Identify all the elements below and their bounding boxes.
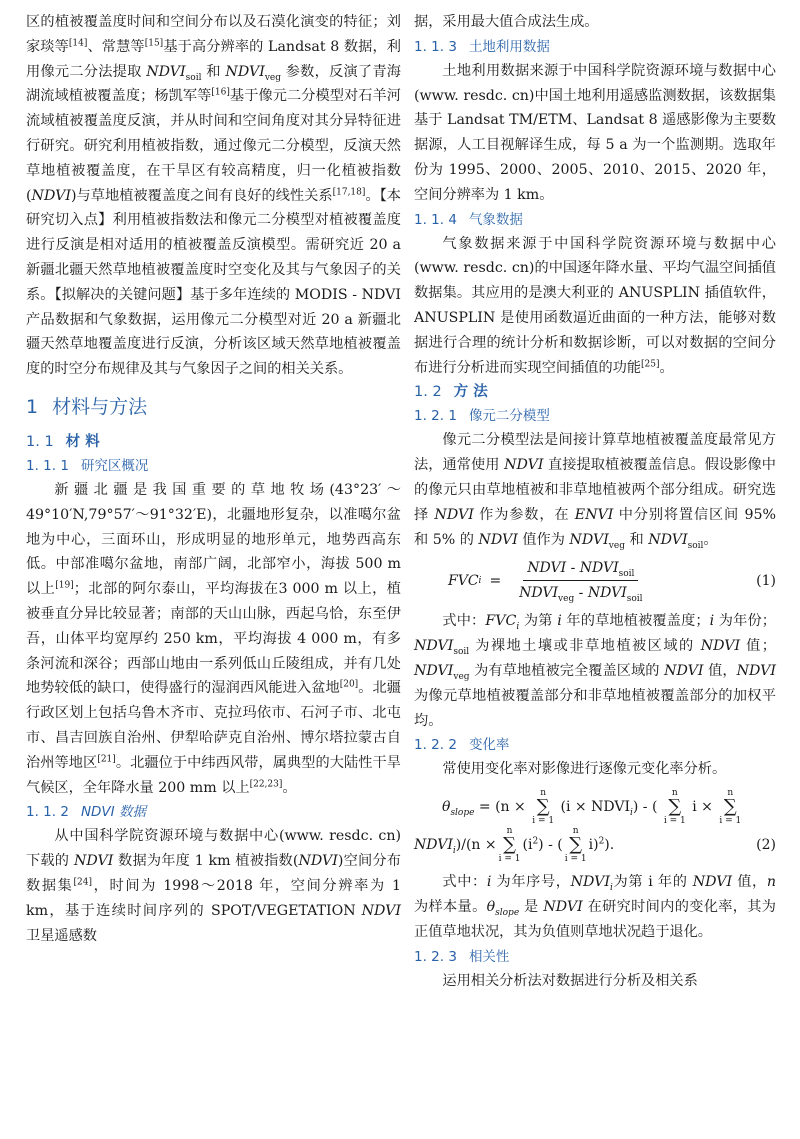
section-heading-1: 1 材料与方法 [26, 395, 148, 418]
paragraph-landuse-data: 土地利用数据来源于中国科学院资源环境与数据中心(www. resdc. cn)中国土地利用遥感监测数据，该数据集基于 Landsat TM/ETM、Landsat 8 遥感影像为主要数据源，人工目视解译生成，每 5 a 为一个监测期。选取年份为 1995、2000、2005、2010、2015、2020 年，空间分辨率为 1 km。 [414, 62, 776, 203]
paragraph-weather-data: 气象数据来源于中国科学院资源环境与数据中心(www. resdc. cn)的中国逐年降水量、平均气温空间插值数据集。其应用的是澳大利亚的 ANUSPLIN 插值软件，ANUSPLIN 是使用函数逼近曲面的一种方法，能够对数据进行合理的统计分析和数据诊断，可以对数据的空间分布进行分析进而实现空间插值的功能[25]。 [414, 235, 776, 376]
section-heading-1-2-3: 1. 2. 3 相关性 [414, 948, 510, 965]
right-column [414, 10, 776, 993]
equation-1: FVC i = $\frac{NDVI - NDVI_{soil}}{NDVI_{veg} - NDVI_{soil}}$ (1) [414, 556, 776, 605]
paragraph-ndvi-cont: 据，采用最大值合成法生成。 [414, 14, 599, 30]
sum-symbol: n ∑ i = 1 [663, 788, 686, 827]
left-column [26, 10, 401, 948]
paragraph-change-rate: 常使用变化率对影像进行逐像元变化率分析。 [442, 761, 727, 778]
paragraph-eq2-explanation: 式中：i 为年序号，$NDVI_i$为第 i 年的 NDVI 值，n 为样本量。$\theta_{slope}$ 是 NDVI 在研究时间内的变化率，其为正值草地状况，其为负值则草地状况趋于退化。 [414, 874, 776, 940]
section-heading-1-1-2: 1. 1. 2 NDVI 数据 [26, 804, 146, 821]
equation-1-fraction: $\frac{NDVI - NDVI_{soil}}{NDVI_{veg} - NDVI_{soil}}$ [515, 556, 646, 605]
equation-2: $\theta_{slope} = (n$ × n ∑ i = 1 $(i \times NDVI_i)$ - ( n ∑ i = 1 i × n ∑ i = 1 $NDVI_i)/(n$ × n ∑ i = 1 $(i^2)$ - ( n ∑ i = 1 i)$^2$). (2) [414, 788, 776, 865]
paragraph-intro: 区的植被覆盖度时间和空间分布以及石漠化演变的特征；刘家琰等[14]、常慧等[15]基于高分辨率的 Landsat 8 数据，利用像元二分法提取 $NDVI_{soil}$ 和 $NDVI_{veg}$ 参数，反演了青海湖流域植被覆盖度；杨凯军等[16]基于像元二分模型对石羊河流域植被覆盖度反演，并从时间和空间角度对其分异特征进行研究。研究利用植被指数，通过像元二分模型，反演天然草地植被覆盖度，在干旱区有较高精度，归一化植被指数(NDVI)与草地植被覆盖度之间有良好的线性关系[17,18]。【本研究切入点】利用植被指数法和像元二分模型对植被覆盖度进行反演是相对适用的植被覆盖反演模型。需研究近 20 a 新疆北疆天然草地植被覆盖度时空变化及其与气象因子的关系。【拟解决的关键问题】基于多年连续的 MODIS - NDVI 产品数据和气象数据，运用像元二分模型对近 20 a 新疆北疆天然草地覆盖度进行反演，分析该区域天然草地植被覆盖度的时空分布规律及其与气象因子之间的相关关系。 [26, 14, 401, 378]
paragraph-ndvi-data: 从中国科学院资源环境与数据中心(www. resdc. cn)下载的 NDVI 数据为年度 1 km 植被指数(NDVI)空间分布数据集[24]，时间为 1998～2018 年，空间分辨率为 1 km，基于连续时间序列的 SPOT/VEGETATION NDVI 卫星遥感数 [26, 828, 401, 944]
equation-2-number: (2) [756, 837, 776, 854]
section-heading-1-1: 1. 1 材 料 [26, 433, 100, 450]
sum-symbol: n ∑ i = 1 [532, 788, 555, 827]
paragraph-dimidiate-model: 像元二分模型法是间接计算草地植被覆盖度最常见方法，通常使用 NDVI 直接提取植被覆盖信息。假设影像中的像元只由草地植被和非草地植被两个部分组成。研究选择 NDVI 作为参数，在 ENVI 中分别将置信区间 95% 和 5% 的 NDVI 值作为 $NDVI_{veg}$ 和 $NDVI_{soil}$。 [414, 432, 776, 551]
equation-1-number: (1) [756, 572, 776, 589]
sum-symbol: n ∑ i = 1 [564, 826, 587, 865]
paragraph-correlation: 运用相关分析法对数据进行分析及相关系 [442, 972, 698, 989]
section-heading-1-2: 1. 2 方 法 [414, 384, 488, 401]
sum-symbol: n ∑ i = 1 [719, 788, 742, 827]
section-heading-1-1-4: 1. 1. 4 气象数据 [414, 211, 523, 228]
paragraph-study-area: 新疆北疆是我国重要的草地牧场(43°23′～49°10′N,79°57′～91°32′E)，北疆地形复杂，以准噶尔盆地为中心，三面环山，形成明显的地形单元，地势西高东低。中部准噶尔盆地，南部广阔，北部窄小，海拔 500 m 以上[19]；北部的阿尔泰山，平均海拔在3 000 m 以上，植被垂直分异比较显著；南部的天山山脉，西起乌恰，东至伊吾，山体平均宽厚约 250 km，平均海拔 4 000 m，有多条河流和深谷；西部山地由一系列低山丘陵组成，并有几处地势较低的缺口，使得盛行的湿润西风能进入盆地[20]。北疆行政区划上包括乌鲁木齐市、克拉玛依市、石河子市、北屯市、昌吉回族自治州、伊犁哈萨克自治州、博尔塔拉蒙古自治州等地区[21]。北疆位于中纬西风带，属典型的大陆性干旱气候区，全年降水量 200 mm 以上[22,23]。 [26, 481, 401, 796]
sum-symbol: n ∑ i = 1 [498, 826, 521, 865]
paragraph-eq1-explanation: 式中：$FVC_i$ 为第 i 年的草地植被覆盖度；i 为年份；$NDVI_{soil}$ 为裸地土壤或非草地植被区域的 NDVI 值；$NDVI_{veg}$ 为有草地植被完全覆盖区域的 NDVI 值，NDVI 为像元草地植被覆盖部分和非草地植被覆盖部分的加权平均。 [414, 613, 776, 729]
section-heading-1-1-3: 1. 1. 3 土地利用数据 [414, 38, 550, 55]
section-heading-1-2-1: 1. 2. 1 像元二分模型 [414, 408, 550, 425]
section-heading-1-1-1: 1. 1. 1 研究区概况 [26, 457, 149, 474]
section-heading-1-2-2: 1. 2. 2 变化率 [414, 737, 510, 754]
